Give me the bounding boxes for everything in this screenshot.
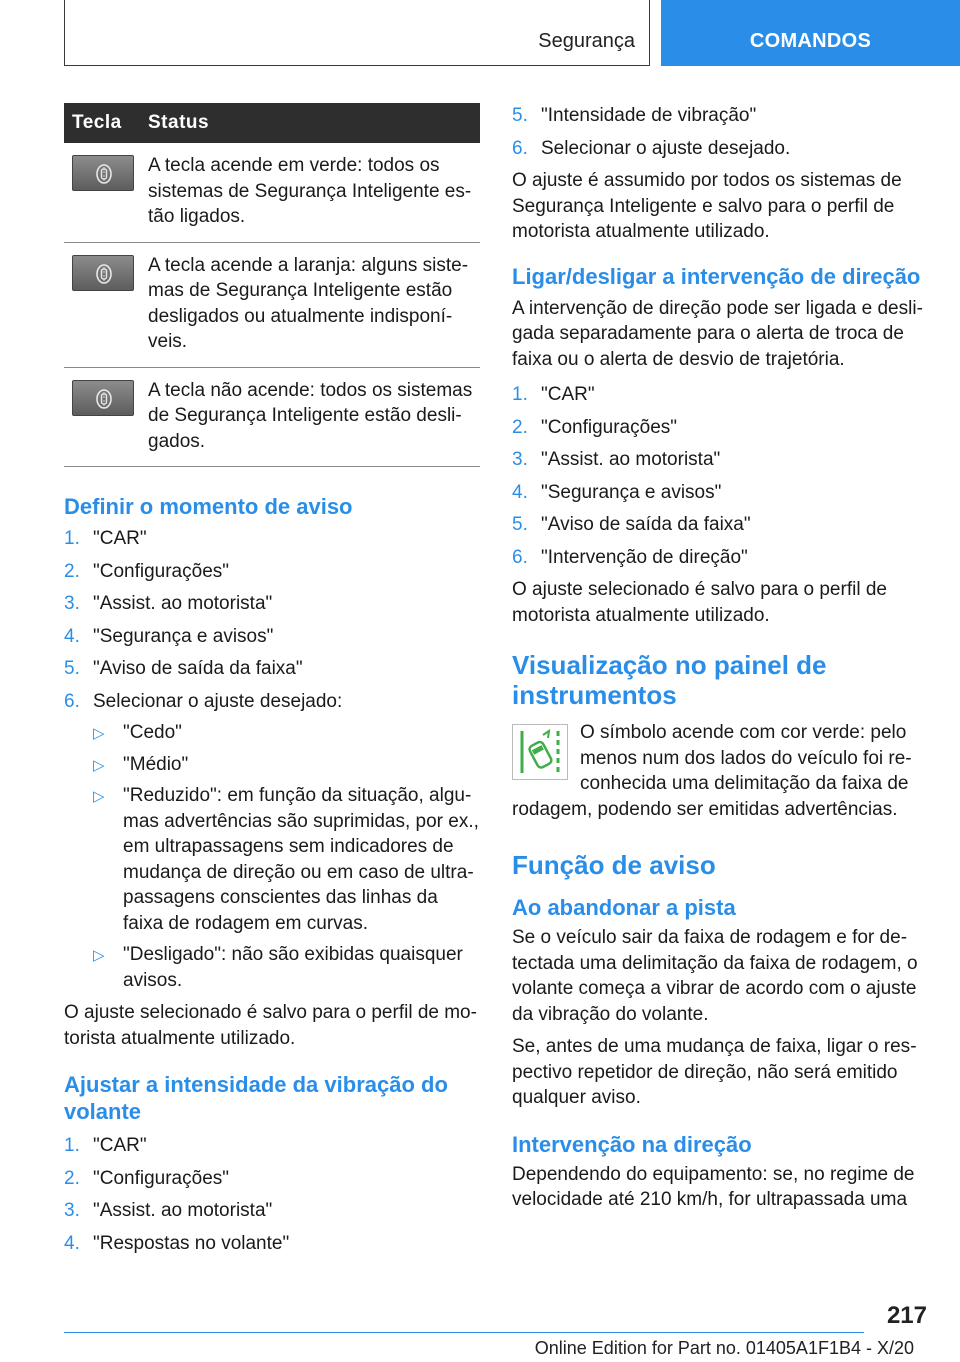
list-item: 3. "Assist. ao motorista"	[64, 1200, 273, 1221]
heading-display: Visualização no painel de instrumentos	[512, 650, 827, 710]
list-item: 1. "CAR"	[64, 1135, 147, 1156]
triangle-bullet-icon: ▷	[93, 725, 105, 742]
list-item: 4. "Respostas no volante"	[64, 1232, 290, 1254]
header-frame	[64, 0, 650, 66]
option-item: ▷ "Desligado": não são exibidas quaisquer avisos.	[93, 944, 463, 991]
heading-vibration: Ajustar a intensidade da vibração do volante	[64, 1072, 448, 1124]
steering-note: O ajuste selecionado é salvo para o perfil de motorista atualmente utilizado.	[512, 579, 887, 626]
table-header-status: Status	[140, 103, 480, 143]
key-status-table	[64, 103, 480, 467]
function-p1: Se o veículo sair da faixa de rodagem e for detectada uma delimitação da faixa de rodagem, o volante começa a vibrar de acordo com o ajuste da vibração do volante.	[512, 927, 918, 1025]
list-item: 5. "Aviso de saída da faixa"	[64, 658, 303, 679]
steering-intro: A intervenção de direção pode ser ligada e desligada separadamente para o alerta de troca de faixa ou o alerta de desvio de trajetória.	[512, 297, 923, 370]
status-text: A tecla acende a laranja: alguns sistemas de Segurança Inteligente estão desligados ou atualmente indisponíveis.	[140, 242, 480, 367]
triangle-bullet-icon: ▷	[93, 947, 105, 964]
triangle-bullet-icon: ▷	[93, 756, 105, 774]
list-item: 2. "Configurações"	[64, 1167, 230, 1189]
option-item: ▷ "Reduzido": em função da situação, algumas advertências são suprimidas, por ex., em ultrapassagens sem indicadores de mudança de direção ou em caso de ultrapassagens conscientes das linhas da faixa de rodagem em curvas.	[93, 785, 479, 934]
lane-departure-icon	[512, 724, 568, 780]
table-row	[64, 143, 480, 242]
status-text: A tecla não acende: todos os sistemas de Segurança Inteligente estão desligados.	[140, 367, 480, 467]
heading-warn-time: Definir o momento de aviso	[64, 494, 353, 519]
footer-divider	[64, 1332, 864, 1333]
list-item: 3. "Assist. ao motorista"	[512, 449, 721, 470]
table-header-key: Tecla	[64, 103, 140, 143]
right-column	[512, 103, 924, 1220]
triangle-bullet-icon: ▷	[93, 788, 105, 805]
list-item: 6. "Intervenção de direção"	[512, 546, 748, 568]
heading-steering: Ligar/desligar a intervenção de direção	[512, 263, 921, 289]
table-row	[64, 242, 480, 367]
driver-assist-key-icon	[72, 380, 134, 416]
list-item: 4. "Segurança e avisos"	[64, 625, 274, 647]
warn-time-steps	[64, 526, 480, 993]
display-text: O símbolo acende com cor verde: pelo menos num dos lados do veículo foi reconhecida uma delimitação da faixa de rodagem, podendo ser emitidas advertências.	[512, 722, 912, 820]
vibration-steps	[64, 1133, 480, 1256]
heading-function: Função de aviso	[512, 850, 716, 880]
function-p3: Dependendo do equipamento: se, no regime de velocidade até 210 km/h, for ultrapassada uma	[512, 1163, 915, 1210]
warn-time-note: O ajuste selecionado é salvo para o perfil de motorista atualmente utilizado.	[64, 1002, 477, 1049]
option-item: ▷ "Médio"	[93, 752, 480, 778]
list-item: 1. "CAR"	[64, 528, 147, 549]
list-item: 1. "CAR"	[512, 384, 595, 405]
list-item: 5. "Intensidade de vibração"	[512, 105, 757, 126]
list-item: 6. Selecionar o ajuste desejado.	[512, 137, 791, 159]
list-item: 5. "Aviso de saída da faixa"	[512, 514, 751, 535]
list-item: 2. "Configurações"	[64, 560, 230, 582]
list-item: 2. "Configurações"	[512, 416, 678, 438]
section-title: Segurança	[538, 30, 635, 52]
driver-assist-key-icon	[72, 255, 134, 291]
option-item: ▷ "Cedo"	[93, 720, 480, 746]
heading-leave-lane: Ao abandonar a pista	[512, 895, 736, 920]
steering-steps	[512, 382, 924, 570]
edition-text: Online Edition for Part no. 01405A1F1B4 - X/20	[534, 1338, 914, 1358]
page-number: 217	[886, 1302, 927, 1329]
table-row	[64, 367, 480, 467]
heading-steering-intervention: Intervenção na direção	[512, 1131, 752, 1157]
status-text: A tecla acende em verde: todos os sistemas de Segurança Inteligente estão ligados.	[140, 143, 480, 242]
warn-time-options	[93, 720, 480, 993]
list-item: 4. "Segurança e avisos"	[512, 481, 722, 503]
chapter-tab[interactable]: COMANDOS	[661, 0, 960, 66]
left-column	[64, 103, 480, 1263]
driver-assist-key-icon	[72, 155, 134, 191]
vibration-note: O ajuste é assumido por todos os sistemas de Segurança Inteligente e salvo para o perfil de motorista atualmente utilizado.	[512, 170, 902, 242]
function-p2: Se, antes de uma mudança de faixa, ligar o respectivo repetidor de direção, não será emitido qualquer aviso.	[512, 1036, 917, 1108]
vibration-steps-continued	[512, 103, 924, 161]
list-item: 3. "Assist. ao motorista"	[64, 593, 273, 614]
list-item: 6. Selecionar o ajuste desejado: ▷ "Cedo" ▷ "Médio" ▷ "Reduzido": em função da situação, algumas advertências são suprimidas, por ex., em ultrapassagens sem indicadores de mudança de direção ou em caso de ultrapassagens conscientes das linhas da faixa de rodagem em curvas. ▷ "Desligado": não são exibidas quaisquer avisos.	[64, 689, 480, 994]
